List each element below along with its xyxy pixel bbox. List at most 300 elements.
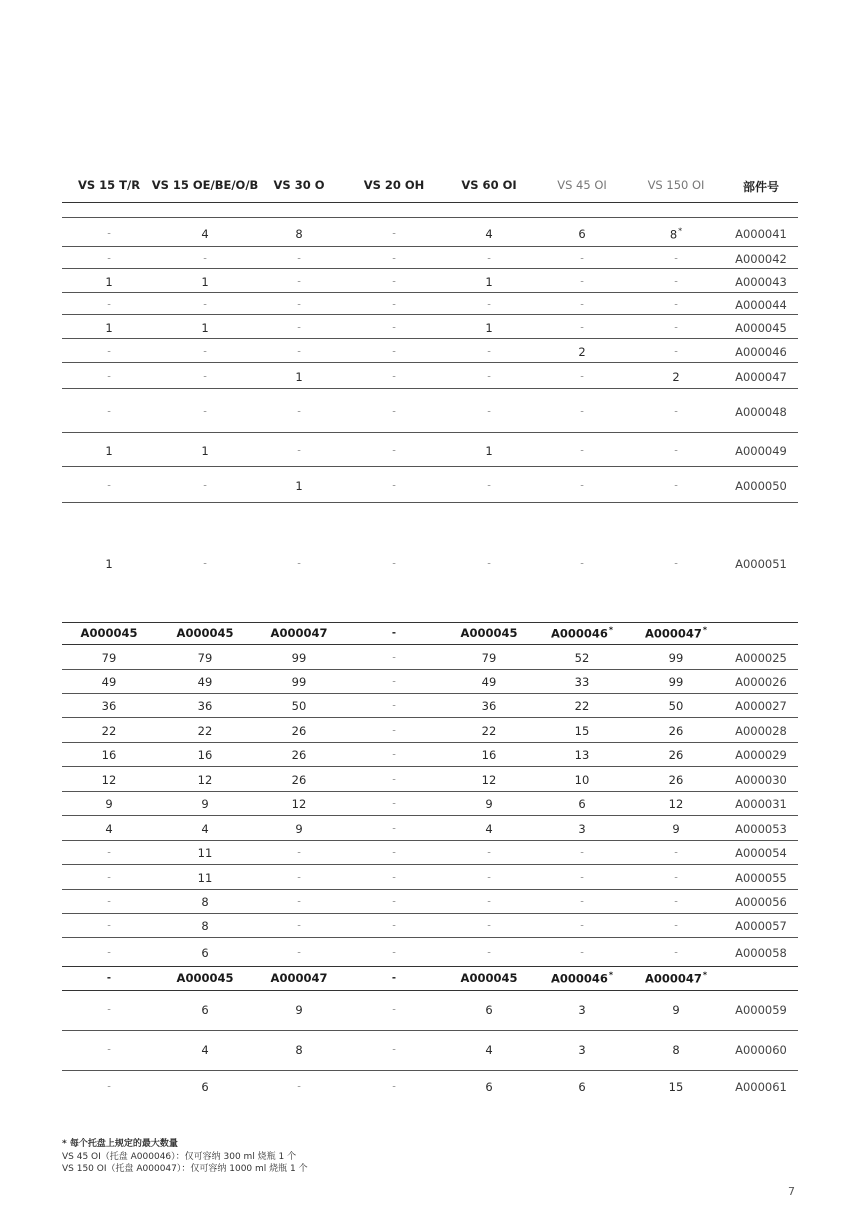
table1-row xyxy=(62,466,798,503)
quantity-cell xyxy=(392,229,396,240)
quantity-cell xyxy=(674,921,678,932)
quantity-cell xyxy=(487,300,491,311)
quantity-cell xyxy=(105,822,112,836)
quantity-cell xyxy=(105,557,112,571)
cell-text: - xyxy=(674,253,678,265)
quantity-cell xyxy=(201,1043,208,1057)
quantity-cell xyxy=(674,407,678,418)
quantity-cell xyxy=(297,277,301,288)
cell-text: A000045 xyxy=(735,321,787,335)
quantity-cell xyxy=(674,947,678,958)
part-number-cell xyxy=(735,479,787,493)
footnote-marker: * xyxy=(702,625,708,635)
quantity-cell xyxy=(487,947,491,958)
col-header-part-number: 部件号 xyxy=(742,180,780,194)
quantity-cell xyxy=(392,347,396,358)
cell-text: A000047 xyxy=(644,971,702,986)
quantity-cell xyxy=(578,822,585,836)
quantity-cell xyxy=(392,774,396,785)
quantity-cell xyxy=(201,227,208,241)
cell-text: 36 xyxy=(101,699,117,713)
cell-text: - xyxy=(297,558,301,570)
cell-text: - xyxy=(580,406,584,418)
cell-text: A000047 xyxy=(270,971,328,985)
quantity-cell xyxy=(580,254,584,265)
quantity-cell xyxy=(271,971,328,985)
cell-text: - xyxy=(203,346,207,358)
part-number-cell xyxy=(735,405,787,419)
quantity-cell xyxy=(198,724,213,738)
quantity-cell xyxy=(201,946,208,960)
footnote-marker: * xyxy=(608,625,614,635)
cell-text: - xyxy=(392,276,396,288)
quantity-cell xyxy=(105,321,112,335)
cell-text: 4 xyxy=(105,821,113,836)
quantity-cell xyxy=(482,699,497,713)
table2-row xyxy=(62,889,798,914)
cell-text: A000059 xyxy=(735,1003,787,1017)
quantity-cell xyxy=(672,1003,679,1017)
quantity-cell xyxy=(297,1082,301,1093)
cell-text: - xyxy=(107,896,111,908)
cell-text: - xyxy=(487,480,491,492)
cell-text: - xyxy=(107,228,111,240)
quantity-cell xyxy=(392,872,396,883)
cell-text: A000058 xyxy=(735,945,787,960)
cell-text: - xyxy=(107,299,111,311)
cell-text: A000027 xyxy=(735,699,787,713)
cell-text: A000051 xyxy=(735,557,787,571)
cell-text: - xyxy=(487,847,491,859)
part-number-cell xyxy=(735,1080,787,1094)
quantity-cell xyxy=(551,971,613,986)
table2-row xyxy=(62,766,798,792)
table3-row xyxy=(62,1030,798,1071)
cell-text: - xyxy=(297,253,301,265)
cell-text: 15 xyxy=(574,723,590,738)
cell-text: 99 xyxy=(668,675,684,689)
footnote-line-3: VS 150 OI（托盘 A000047）：仅可容纳 1000 ml 烧瓶 1 个 xyxy=(62,1164,308,1174)
quantity-cell xyxy=(107,407,111,418)
quantity-cell xyxy=(102,724,117,738)
quantity-cell xyxy=(485,321,492,335)
cell-text: - xyxy=(487,558,491,570)
cell-text: 8 xyxy=(295,1043,303,1057)
cell-text: - xyxy=(487,371,491,383)
cell-text: - xyxy=(107,406,111,418)
quantity-cell xyxy=(392,701,396,712)
quantity-cell xyxy=(107,347,111,358)
col-header-vs45oi: VS 45 OI xyxy=(557,178,607,192)
table1-row xyxy=(62,362,798,389)
part-number-cell xyxy=(735,871,787,885)
cell-text: - xyxy=(392,253,396,265)
cell-text: - xyxy=(674,947,678,958)
quantity-cell xyxy=(674,446,678,457)
quantity-cell xyxy=(297,347,301,358)
cell-text: 26 xyxy=(291,772,307,787)
cell-text: - xyxy=(392,445,396,457)
cell-text: - xyxy=(297,299,301,311)
quantity-cell xyxy=(485,822,492,836)
cell-text: A000028 xyxy=(735,723,787,738)
cell-text: 6 xyxy=(578,227,586,241)
cell-text: - xyxy=(392,847,396,859)
quantity-cell xyxy=(107,897,111,908)
cell-text: 99 xyxy=(668,650,684,665)
cell-text: - xyxy=(392,346,396,358)
quantity-cell xyxy=(575,724,590,738)
quantity-cell xyxy=(485,1080,492,1094)
quantity-cell xyxy=(203,481,207,492)
quantity-cell xyxy=(392,677,396,688)
cell-text: - xyxy=(203,406,207,418)
part-number-cell xyxy=(735,370,787,384)
cell-text: 50 xyxy=(291,699,307,713)
quantity-cell xyxy=(672,370,679,384)
cell-text: - xyxy=(107,947,111,958)
quantity-cell xyxy=(580,559,584,570)
cell-text: - xyxy=(392,725,396,736)
cell-text: - xyxy=(674,445,678,457)
cell-text: 1 xyxy=(105,557,113,571)
part-number-cell xyxy=(735,724,787,738)
quantity-cell xyxy=(487,848,491,859)
cell-text: 2 xyxy=(578,345,586,359)
quantity-cell xyxy=(669,651,684,665)
quantity-cell xyxy=(674,559,678,570)
part-number-cell xyxy=(735,846,787,860)
quantity-cell xyxy=(487,559,491,570)
cell-text: A000047 xyxy=(735,370,787,384)
quantity-cell xyxy=(105,444,112,458)
quantity-cell xyxy=(482,651,497,665)
part-number-cell xyxy=(735,748,787,762)
quantity-cell xyxy=(392,1005,396,1016)
quantity-cell xyxy=(107,372,111,383)
table2-row xyxy=(62,644,798,670)
cell-text: - xyxy=(392,947,396,958)
quantity-cell xyxy=(482,748,497,762)
quantity-cell xyxy=(295,1003,302,1017)
quantity-cell xyxy=(107,947,111,958)
quantity-cell xyxy=(578,1080,585,1094)
quantity-cell xyxy=(392,921,396,932)
cell-text: - xyxy=(487,406,491,418)
quantity-cell xyxy=(482,675,497,689)
quantity-cell xyxy=(297,446,301,457)
cell-text: 49 xyxy=(197,675,213,689)
cell-text: A000047 xyxy=(270,626,328,640)
part-number-cell xyxy=(735,822,787,836)
cell-text: - xyxy=(392,798,396,810)
quantity-cell xyxy=(107,973,111,984)
part-number-cell xyxy=(735,895,787,909)
quantity-cell xyxy=(580,372,584,383)
cell-text: - xyxy=(580,872,584,883)
footnote-marker: * xyxy=(608,970,614,980)
cell-text: - xyxy=(392,823,396,834)
quantity-cell xyxy=(392,559,396,570)
quantity-cell xyxy=(107,872,111,883)
quantity-cell xyxy=(201,321,208,335)
quantity-cell xyxy=(198,699,213,713)
cell-text: 8 xyxy=(201,919,209,933)
cell-text: 3 xyxy=(578,1003,586,1017)
cell-text: 9 xyxy=(485,797,493,811)
cell-text: - xyxy=(580,253,584,265)
quantity-cell xyxy=(674,872,678,883)
quantity-cell xyxy=(580,277,584,288)
cell-text: A000046 xyxy=(550,971,608,986)
quantity-cell xyxy=(392,372,396,383)
cell-text: 6 xyxy=(578,1080,586,1094)
page-number: 7 xyxy=(788,1185,795,1198)
quantity-cell xyxy=(392,897,396,908)
cell-text: - xyxy=(297,276,301,288)
table3-row xyxy=(62,990,798,1031)
quantity-cell xyxy=(392,823,396,834)
cell-text: - xyxy=(392,228,396,240)
cell-text: 26 xyxy=(668,772,684,787)
cell-text: - xyxy=(107,480,111,492)
cell-text: - xyxy=(107,1081,111,1093)
cell-text: - xyxy=(392,1044,396,1056)
cell-text: 15 xyxy=(668,1080,684,1094)
cell-text: 16 xyxy=(101,748,117,762)
quantity-cell xyxy=(107,1045,111,1056)
quantity-cell xyxy=(392,848,396,859)
quantity-cell xyxy=(107,848,111,859)
cell-text: 12 xyxy=(291,797,307,811)
cell-text: 12 xyxy=(197,772,213,787)
cell-text: - xyxy=(487,896,491,908)
cell-text: - xyxy=(674,299,678,311)
quantity-cell xyxy=(297,407,301,418)
part-number-cell xyxy=(735,773,787,787)
quantity-cell xyxy=(107,1005,111,1016)
cell-text: 49 xyxy=(101,675,117,689)
quantity-cell xyxy=(482,724,497,738)
cell-text: - xyxy=(392,700,396,712)
cell-text: A000053 xyxy=(735,821,787,836)
quantity-cell xyxy=(297,947,301,958)
col-header-vs60oi: VS 60 OI xyxy=(461,178,517,192)
cell-text: A000041 xyxy=(735,227,787,241)
quantity-cell xyxy=(485,275,492,289)
cell-text: 16 xyxy=(481,748,497,762)
quantity-cell xyxy=(177,971,234,985)
footnote xyxy=(62,1138,308,1176)
quantity-cell xyxy=(551,626,613,641)
cell-text: - xyxy=(674,276,678,288)
cell-text: 1 xyxy=(485,275,493,289)
table1-row xyxy=(62,292,798,315)
quantity-cell xyxy=(295,479,302,493)
cell-text: 99 xyxy=(291,675,307,689)
quantity-cell xyxy=(392,254,396,265)
quantity-cell xyxy=(102,675,117,689)
quantity-cell xyxy=(201,919,208,933)
part-number-cell xyxy=(735,444,787,458)
cell-text: - xyxy=(297,445,301,457)
quantity-cell xyxy=(485,444,492,458)
cell-text: 22 xyxy=(197,723,213,738)
cell-text: A000050 xyxy=(735,479,787,493)
cell-text: 9 xyxy=(672,821,680,836)
quantity-cell xyxy=(575,651,590,665)
quantity-cell xyxy=(295,370,302,384)
cell-text: 1 xyxy=(201,275,209,289)
cell-text: 1 xyxy=(295,479,303,493)
cell-text: 1 xyxy=(201,321,209,335)
cell-text: - xyxy=(674,322,678,334)
cell-text: 16 xyxy=(197,748,213,762)
quantity-cell xyxy=(292,748,307,762)
cell-text: 4 xyxy=(201,1043,209,1057)
quantity-cell xyxy=(292,651,307,665)
quantity-cell xyxy=(203,407,207,418)
cell-text: - xyxy=(392,774,396,785)
part-number-cell xyxy=(735,797,787,811)
table2-row xyxy=(62,791,798,816)
quantity-cell xyxy=(295,822,302,836)
quantity-cell xyxy=(485,1003,492,1017)
cell-text: - xyxy=(203,480,207,492)
cell-text: 50 xyxy=(668,699,684,713)
cell-text: - xyxy=(674,406,678,418)
cell-text: 6 xyxy=(201,1080,209,1094)
quantity-cell xyxy=(669,797,684,811)
cell-text: - xyxy=(391,627,397,639)
quantity-cell xyxy=(198,748,213,762)
quantity-cell xyxy=(461,971,518,985)
cell-text: 3 xyxy=(578,821,586,836)
quantity-cell xyxy=(392,1045,396,1056)
quantity-cell xyxy=(107,254,111,265)
cell-text: - xyxy=(674,346,678,358)
cell-text: - xyxy=(107,920,111,932)
cell-text: - xyxy=(674,847,678,859)
quantity-cell xyxy=(107,481,111,492)
cell-text: - xyxy=(392,480,396,492)
part-number-cell xyxy=(735,252,787,266)
cell-text: 9 xyxy=(295,821,303,836)
cell-text: 4 xyxy=(485,1043,493,1057)
part-number-cell xyxy=(735,275,787,289)
part-number-cell xyxy=(735,321,787,335)
quantity-cell xyxy=(575,748,590,762)
cell-text: 9 xyxy=(295,1003,303,1017)
quantity-cell xyxy=(580,897,584,908)
quantity-cell xyxy=(292,773,307,787)
quantity-cell xyxy=(201,1080,208,1094)
quantity-cell xyxy=(203,559,207,570)
part-number-cell xyxy=(735,298,787,312)
table1-row xyxy=(62,388,798,433)
quantity-cell xyxy=(674,347,678,358)
quantity-cell xyxy=(487,254,491,265)
quantity-cell xyxy=(578,227,585,241)
cell-text: - xyxy=(392,872,396,883)
quantity-cell xyxy=(201,1003,208,1017)
part-number-cell xyxy=(735,919,787,933)
quantity-cell xyxy=(669,675,684,689)
cell-text: A000048 xyxy=(735,405,787,419)
cell-text: - xyxy=(107,872,111,883)
cell-text: A000054 xyxy=(735,846,787,860)
cell-text: - xyxy=(674,872,678,883)
table2-header-row xyxy=(62,622,798,645)
cell-text: - xyxy=(297,947,301,958)
cell-text: - xyxy=(107,253,111,265)
quantity-cell xyxy=(201,895,208,909)
cell-text: - xyxy=(203,253,207,265)
cell-text: 12 xyxy=(668,797,684,811)
cell-text: - xyxy=(580,947,584,958)
table2-row xyxy=(62,669,798,694)
cell-text: 1 xyxy=(105,321,113,335)
cell-text: - xyxy=(203,558,207,570)
col-header-vs20oh: VS 20 OH xyxy=(363,178,425,192)
cell-text: - xyxy=(107,371,111,383)
col-header-vs15oe: VS 15 OE/BE/O/B xyxy=(151,178,259,192)
footnote-marker: * xyxy=(702,970,708,980)
cell-text: - xyxy=(297,896,301,908)
cell-text: - xyxy=(392,920,396,932)
quantity-cell xyxy=(102,699,117,713)
cell-text: 99 xyxy=(291,650,307,665)
cell-text: 79 xyxy=(481,650,497,665)
cell-text: 79 xyxy=(197,650,213,665)
cell-text: - xyxy=(392,749,396,761)
quantity-cell xyxy=(198,651,213,665)
cell-text: 6 xyxy=(578,797,586,811)
quantity-cell xyxy=(578,345,585,359)
cell-text: A000057 xyxy=(735,919,787,933)
cell-text: A000031 xyxy=(735,797,787,811)
cell-text: 11 xyxy=(197,846,213,860)
cell-text: 4 xyxy=(485,227,493,241)
cell-text: 1 xyxy=(485,321,493,335)
cell-text: - xyxy=(580,322,584,334)
quantity-cell xyxy=(485,1043,492,1057)
cell-text: 26 xyxy=(291,748,307,762)
cell-text: A000061 xyxy=(735,1080,787,1094)
quantity-cell xyxy=(297,559,301,570)
quantity-cell xyxy=(669,724,684,738)
quantity-cell xyxy=(102,651,117,665)
cell-text: - xyxy=(392,896,396,908)
col-header-vs30o: VS 30 O xyxy=(273,178,325,192)
cell-text: - xyxy=(392,1081,396,1093)
cell-text: - xyxy=(580,371,584,383)
quantity-cell xyxy=(578,797,585,811)
cell-text: A000047 xyxy=(644,626,702,641)
cell-text: - xyxy=(392,558,396,570)
cell-text: - xyxy=(580,896,584,908)
cell-text: 2 xyxy=(672,370,680,384)
quantity-cell xyxy=(392,407,396,418)
cell-text: 8 xyxy=(672,1043,680,1057)
cell-text: - xyxy=(487,920,491,932)
quantity-cell xyxy=(392,725,396,736)
cell-text: - xyxy=(297,322,301,334)
quantity-cell xyxy=(107,921,111,932)
quantity-cell xyxy=(392,446,396,457)
part-number-cell xyxy=(735,699,787,713)
quantity-cell xyxy=(580,921,584,932)
